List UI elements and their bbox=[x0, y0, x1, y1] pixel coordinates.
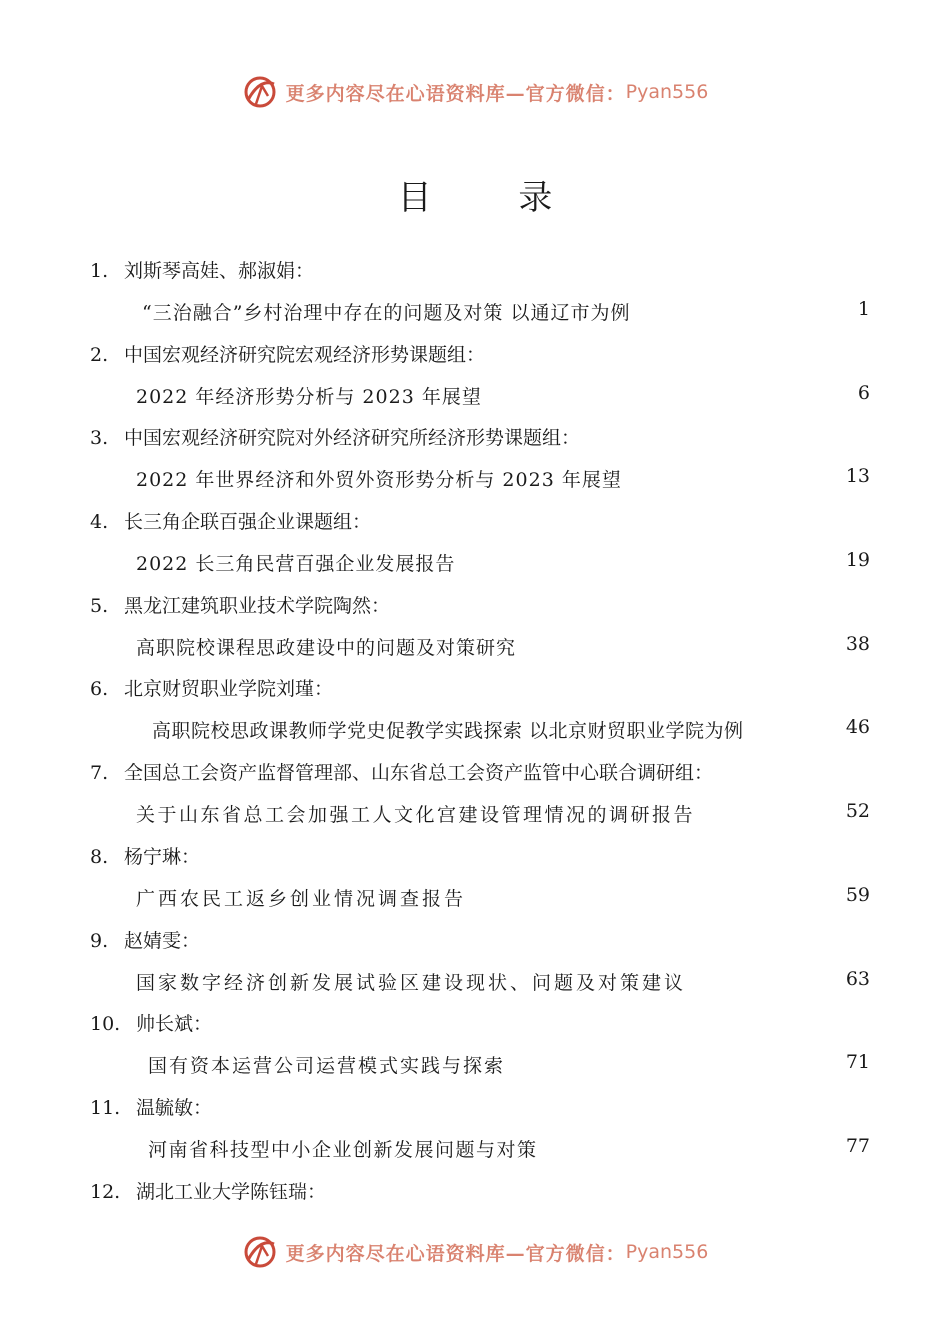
entry-page: 77 bbox=[845, 1134, 870, 1157]
entry-title: 高职院校思政课教师学党史促教学实践探索 以北京财贸职业学院为例 bbox=[152, 720, 744, 743]
entry-author: 北京财贸职业学院刘瑾： bbox=[124, 678, 334, 701]
toc-entry[interactable] bbox=[0, 334, 950, 418]
logo-icon bbox=[242, 74, 278, 110]
entry-title: 国家数字经济创新发展试验区建设现状、问题及对策建议 bbox=[136, 971, 687, 994]
entry-author: 长三角企联百强企业课题组： bbox=[124, 511, 372, 534]
toc-entry[interactable] bbox=[0, 752, 950, 836]
entry-title: 2022 长三角民营百强企业发展报告 bbox=[136, 553, 456, 576]
toc-entry[interactable] bbox=[0, 836, 950, 920]
entry-page: 1 bbox=[857, 298, 870, 320]
entry-title: 关于山东省总工会加强工人文化宫建设管理情况的调研报告 bbox=[136, 804, 696, 827]
entry-number: 10. bbox=[90, 1013, 121, 1036]
entry-title: 2022 年经济形势分析与 2023 年展望 bbox=[136, 385, 482, 408]
entry-author: 全国总工会资产监督管理部、山东省总工会资产监管中心联合调研组： bbox=[124, 762, 714, 785]
entry-author: 中国宏观经济研究院宏观经济形势课题组： bbox=[124, 343, 486, 366]
toc-entry[interactable] bbox=[0, 417, 950, 501]
entry-page: 59 bbox=[845, 883, 870, 906]
entry-page: 46 bbox=[845, 716, 870, 739]
entry-page: 13 bbox=[845, 465, 870, 488]
entry-page: 63 bbox=[845, 967, 870, 990]
entry-author: 湖北工业大学陈钰瑞： bbox=[136, 1180, 327, 1203]
entry-title: 国有资本运营公司运营模式实践与探索 bbox=[148, 1055, 506, 1078]
entry-number: 7. bbox=[90, 762, 109, 785]
banner-text: 更多内容尽在心语资料库—官方微信： bbox=[285, 82, 626, 105]
entry-author: 刘斯琴高娃、郝淑娟： bbox=[124, 260, 315, 282]
entry-author: 中国宏观经济研究院对外经济研究所经济形势课题组： bbox=[124, 427, 581, 450]
entry-page: 6 bbox=[857, 381, 870, 404]
footer-banner bbox=[0, 1232, 950, 1272]
entry-number: 8. bbox=[90, 845, 109, 868]
toc-entry[interactable] bbox=[0, 1003, 950, 1087]
entry-title: 2022 年世界经济和外贸外资形势分析与 2023 年展望 bbox=[136, 469, 622, 492]
entry-number: 12. bbox=[90, 1180, 121, 1203]
entry-title: 广西农民工返乡创业情况调查报告 bbox=[136, 887, 467, 910]
entry-number: 2. bbox=[90, 343, 109, 366]
entry-author: 温毓敏： bbox=[136, 1096, 213, 1119]
entry-author: 黑龙江建筑职业技术学院陶然： bbox=[124, 594, 391, 617]
entry-author: 赵婧雯： bbox=[124, 929, 201, 952]
entry-number: 5. bbox=[90, 594, 109, 617]
banner-wechat-id: Pyan556 bbox=[625, 81, 709, 103]
entry-page: 19 bbox=[845, 549, 870, 572]
banner-text: 更多内容尽在心语资料库—官方微信： bbox=[285, 1242, 626, 1265]
entry-author: 杨宁琳： bbox=[124, 845, 201, 868]
toc-entry[interactable] bbox=[0, 1087, 950, 1171]
toc-entry[interactable] bbox=[0, 585, 950, 669]
table-of-contents bbox=[0, 250, 950, 1254]
entry-author: 帅长斌： bbox=[136, 1013, 213, 1036]
entry-title: 高职院校课程思政建设中的问题及对策研究 bbox=[136, 636, 517, 659]
banner-wechat-id: Pyan556 bbox=[625, 1241, 709, 1263]
toc-entry[interactable] bbox=[0, 668, 950, 752]
entry-title: 河南省科技型中小企业创新发展问题与对策 bbox=[148, 1138, 538, 1161]
entry-title: “三治融合”乡村治理中存在的问题及对策 以通辽市为例 bbox=[142, 302, 631, 324]
header-banner bbox=[0, 72, 950, 112]
entry-number: 3. bbox=[90, 427, 109, 450]
entry-number: 6. bbox=[90, 678, 109, 701]
page-title: 目 录 bbox=[397, 178, 591, 218]
entry-page: 38 bbox=[845, 632, 870, 655]
entry-number: 11. bbox=[90, 1096, 121, 1119]
entry-number: 9. bbox=[90, 929, 109, 952]
entry-page: 71 bbox=[845, 1051, 870, 1074]
toc-entry[interactable] bbox=[0, 920, 950, 1004]
toc-entry[interactable] bbox=[0, 250, 950, 334]
entry-number: 4. bbox=[90, 511, 109, 534]
entry-page: 52 bbox=[845, 800, 870, 823]
entry-number: 1. bbox=[90, 260, 109, 282]
logo-icon bbox=[242, 1234, 278, 1270]
toc-entry[interactable] bbox=[0, 501, 950, 585]
